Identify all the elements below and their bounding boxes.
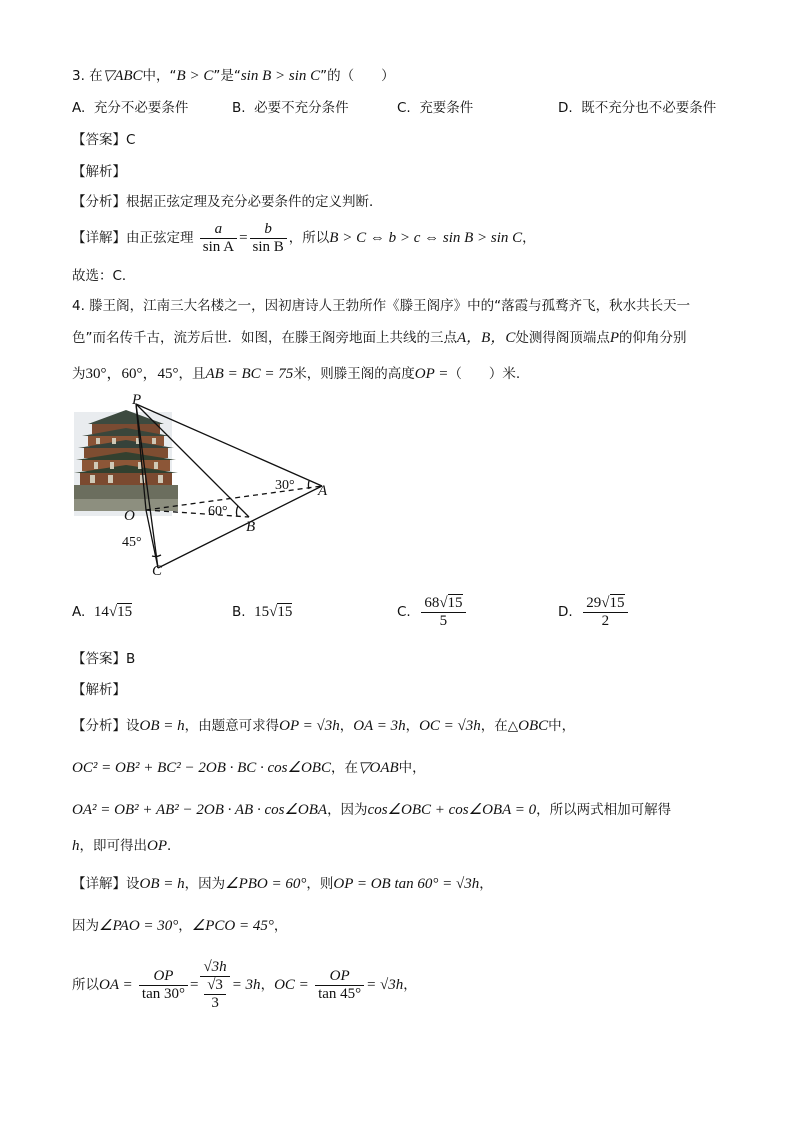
angle-arc-A: [308, 481, 309, 489]
q3-conclusion: 故选：C．: [72, 268, 136, 284]
label-C: C: [152, 563, 163, 579]
q4-stem-line1: 4. 滕王阁，江南三大名楼之一，因初唐诗人王勃所作《滕王阁序》中的“落霞与孤鹜齐飞，秋水共长天一: [72, 298, 691, 314]
q3-xiangjie: 【详解】由正弦定理 $\frac{a}{\text{sin A}}$ = $\frac{b}{\text{sin B}}$ ，所以B > C ⇔ b > c ⇔ sin B > sin C，: [72, 220, 536, 255]
q4-fenxi-line1: 【分析】设OB = h，由题意可求得OP = √3h，OA = 3h，OC = √3h，在△OBC中，: [72, 718, 576, 734]
q4-stem-line2: 色”而名传千古，流芳后世．如图，在滕王阁旁地面上共线的三点A，B，C处测得阁顶端点P的仰角分别: [72, 330, 687, 346]
q3-option-a: A. 充分不必要条件: [72, 100, 189, 116]
label-angle-60: 60°: [208, 504, 228, 519]
q3-stem: [72, 66, 395, 86]
q4-option-c: C. $\frac{68√15}{5}$: [397, 592, 468, 632]
label-A: A: [318, 483, 328, 499]
q3-fraction-a: $\frac{a}{\text{sin A}}$: [200, 221, 237, 256]
q3-stem-end: ”的（ ）: [320, 68, 395, 84]
q3-triangle: ▽ABC: [102, 68, 143, 84]
tengwang-pavilion-illustration: [74, 410, 178, 516]
q4-answer: 【答案】B: [72, 651, 136, 667]
q4-xiangjie-line1: 【详解】设OB = h，因为∠PBO = 60°，则OP = OB tan 60° = √3h，: [72, 876, 493, 892]
label-O: O: [124, 508, 135, 524]
label-angle-45: 45°: [122, 535, 142, 550]
q4-option-a: A. 14√15: [72, 604, 133, 620]
q4-xiangjie-line2: 因为∠PAO = 30°，∠PCO = 45°，: [72, 918, 288, 934]
q3-option-d: D. 既不充分也不必要条件: [558, 100, 717, 116]
q4-stem-line3: 为30°，60°，45°，且AB = BC = 75米，则滕王阁的高度OP =（ ）米.: [72, 366, 521, 382]
q3-analysis-tag: 【解析】: [72, 164, 126, 180]
frac-sqrt3h-over-sqrt3-3: $\frac{√3h}{\frac{√3}{3}}$: [200, 959, 229, 1012]
label-P: P: [132, 394, 142, 408]
q4-fenxi-line2: OC² = OB² + BC² − 2OB · BC · cos∠OBC，在▽OAB中，: [72, 760, 426, 776]
q3-stem-mid1: 中，“: [142, 68, 177, 84]
q3-condition1: B > C: [176, 68, 214, 84]
label-B: B: [246, 519, 256, 535]
frac-op-tan45: $\frac{OP}{\tan 45^\circ}$: [315, 968, 364, 1003]
label-angle-30: 30°: [275, 478, 295, 493]
q4-option-b: B. 15√15: [232, 604, 293, 620]
q4-option-d: D. $\frac{29√15}{2}$: [558, 592, 630, 632]
q4-figure: [66, 394, 338, 580]
q3-equivalence: B > C ⇔ b > c ⇔ sin B > sin C: [329, 230, 523, 246]
q3-option-b: B. 必要不充分条件: [232, 100, 349, 116]
q4-analysis-tag: 【解析】: [72, 682, 126, 698]
q3-condition2: sin B > sin C: [240, 68, 321, 84]
segment-CA: [158, 486, 322, 568]
q3-stem-prefix: 3. 在: [72, 68, 103, 84]
angle-arc-B: [237, 506, 238, 516]
q4-xiangjie-line3: 所以OA = $\frac{OP}{\tan 30^\circ}$ = $\frac{√3h}{\frac{√3}{3}}$ = 3h，OC = $\frac{OP}{\tan 45^\circ}$ = √3h，: [72, 958, 417, 1011]
q4-fenxi-line4: h，即可得出OP．: [72, 838, 181, 854]
q3-option-c: C. 充要条件: [397, 100, 474, 116]
q4-fenxi-line3: OA² = OB² + AB² − 2OB · AB · cos∠OBA，因为cos∠OBC + cos∠OBA = 0，所以两式相加可解得: [72, 802, 672, 818]
q3-stem-mid2: ”是“: [213, 68, 241, 84]
q3-fenxi: 【分析】根据正弦定理及充分必要条件的定义判断．: [72, 194, 383, 210]
q3-answer: 【答案】C: [72, 132, 136, 148]
frac-op-tan30: $\frac{OP}{\tan 30^\circ}$: [139, 968, 188, 1003]
q3-fraction-b: $\frac{b}{\text{sin B}}$: [250, 221, 287, 256]
